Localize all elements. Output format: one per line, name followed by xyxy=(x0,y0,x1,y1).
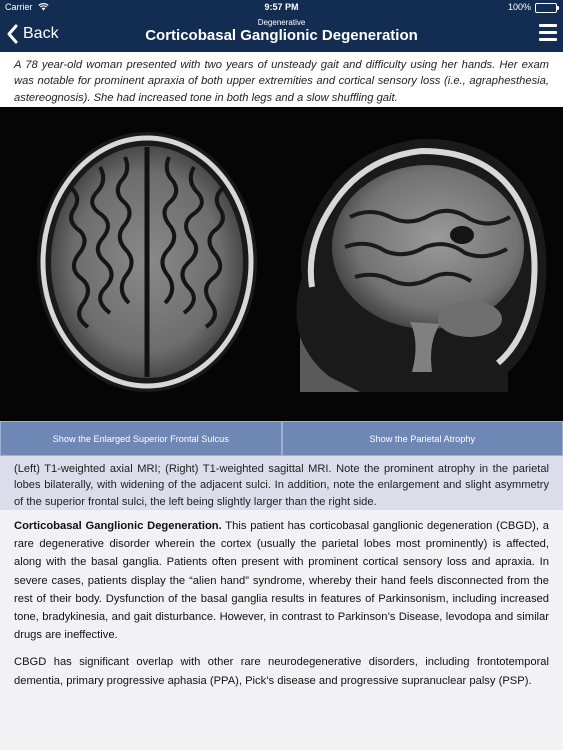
show-parietal-atrophy-button[interactable]: Show the Parietal Atrophy xyxy=(282,421,563,456)
image-caption: (Left) T1-weighted axial MRI; (Right) T1-weighted sagittal MRI. Note the prominent atrophy in the parietal lobes bilaterally, with widening of the adjacent sulci. In addition, note the enlargement and slight asymmetry of the superior frontal sulci, the left being slightly larger than the right side. xyxy=(0,456,563,510)
paragraph xyxy=(14,517,549,644)
clock: 9:57 PM xyxy=(264,2,299,12)
battery-icon xyxy=(535,3,557,13)
paragraph-text: This patient has corticobasal ganglionic degeneration (CBGD), a rare degenerative disorder wherein the cortex (usually the parietal lobes most prominently) is affected, along with the basal ganglia. Patients often present with prominent cortical sensory loss and apraxia. In severe cases, patients display the “alien hand” syndrome, whereby their hand feels disconnected from the rest of their body. Dysfunction of the basal ganglia results in features of Parkinsonism, including increased tone, bradykinesia, and gait disturbance. However, in contrast to Parkinson’s Disease, levodopa and similar drugs are ineffective. xyxy=(14,520,549,642)
article-body xyxy=(0,510,563,699)
carrier-label: Carrier xyxy=(5,2,33,12)
image-toggle-buttons xyxy=(0,421,563,456)
sagittal-mri-image xyxy=(296,139,546,392)
section-heading: Corticobasal Ganglionic Degeneration. xyxy=(14,520,222,532)
mri-images xyxy=(0,107,563,421)
battery-percent: 100% xyxy=(507,2,531,12)
nav-bar xyxy=(0,16,563,52)
mri-image-panel xyxy=(0,107,563,421)
hamburger-menu-icon[interactable] xyxy=(539,24,557,42)
show-superior-frontal-sulcus-button[interactable]: Show the Enlarged Superior Frontal Sulcus xyxy=(0,421,282,456)
paragraph: CBGD has significant overlap with other rare neurodegenerative disorders, including frontotemporal dementia, primary progressive aphasia (PPA), Pick’s disease and progressive supranuclear palsy (PSP). xyxy=(14,656,549,687)
status-bar xyxy=(0,0,563,16)
nav-subtitle: Degenerative xyxy=(257,18,306,27)
page-title: Corticobasal Ganglionic Degeneration xyxy=(145,27,418,44)
case-presentation: A 78 year-old woman presented with two years of unsteady gait and difficulty using her hands. Her exam was notable for prominent apraxia of both upper extremities and cortical sensory loss (i.e., agraphesthesia, astereognosis). She had increased tone in both legs and a slow shuffling gait. xyxy=(0,52,563,107)
axial-mri-image xyxy=(37,132,257,392)
back-label: Back xyxy=(23,25,59,42)
